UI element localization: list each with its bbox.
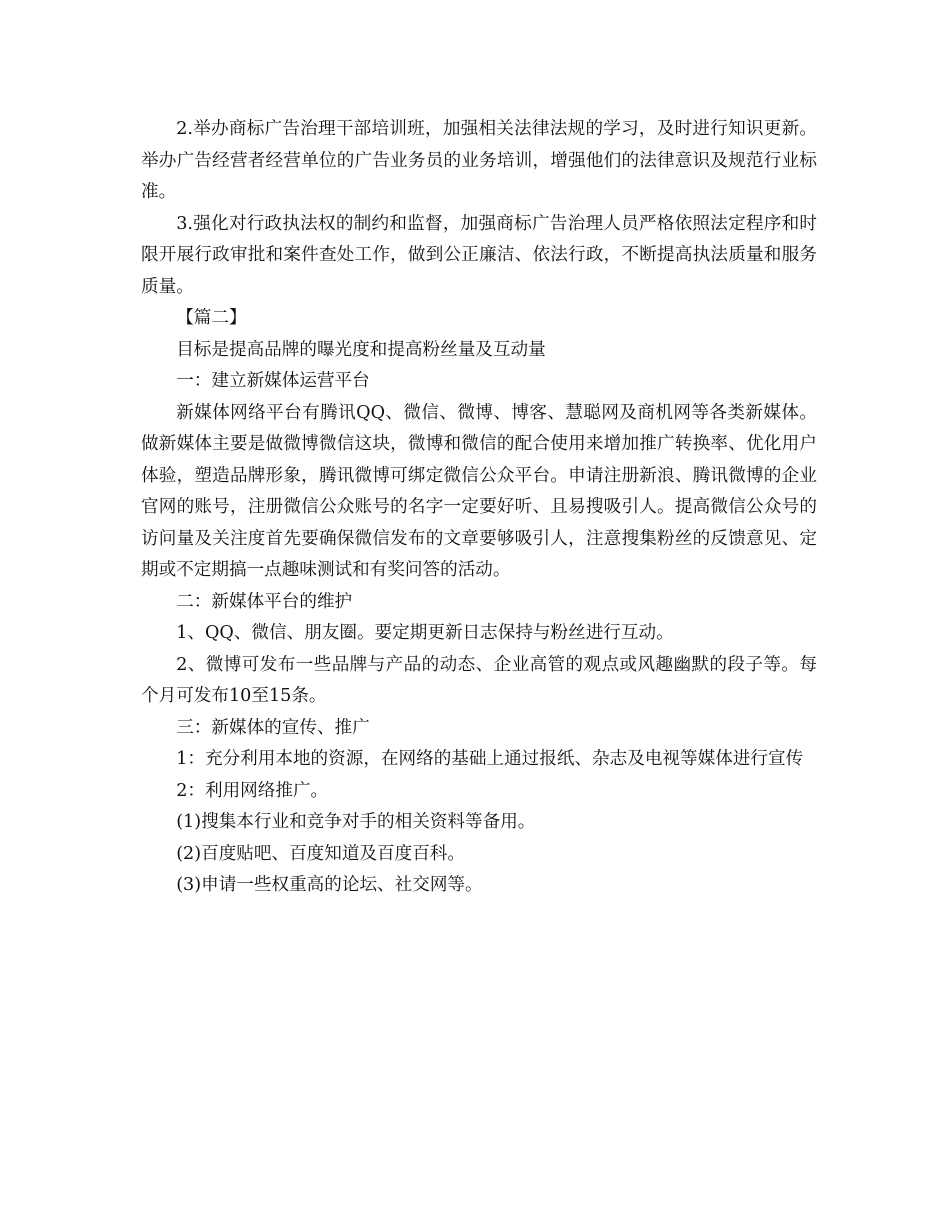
section-one-body: 新媒体网络平台有腾讯QQ、微信、微博、博客、慧聪网及商机网等各类新媒体。做新媒体主要是做微博微信这块，微博和微信的配合使用来增加推广转换率、优化用户体验，塑造品牌形象，腾讯微博可绑定微信公众平台。申请注册新浪、腾讯微博的企业官网的账号，注册微信公众账号的名字一定要好听、且易搜吸引人。提高微信公众号的访问量及关注度首先要确保微信发布的文章要够吸引人，注意搜集粉丝的反馈意见、定期或不定期搞一点趣味测试和有奖问答的活动。	[141, 402, 817, 580]
section-three-item-2: 2：利用网络推广。	[176, 780, 329, 801]
sub-item-3: (3)申请一些权重高的论坛、社交网等。	[176, 875, 483, 895]
section-two-heading: 二：新媒体平台的维护	[176, 591, 353, 612]
section-three-item-1: 1：充分利用本地的资源，在网络的基础上通过报纸、杂志及电视等媒体进行宣传	[176, 749, 804, 769]
section-two-item-2: 2、微博可发布一些品牌与产品的动态、企业高管的观点或风趣幽默的段子等。每个月可发布10至15条。	[141, 654, 817, 706]
section-two-item-1: 1、QQ、微信、朋友圈。要定期更新日志保持与粉丝进行互动。	[176, 623, 674, 643]
section-three-heading: 三：新媒体的宣传、推广	[176, 717, 370, 738]
paragraph-item-3: 3.强化对行政执法权的制约和监督，加强商标广告治理人员严格依照法定程序和时限开展行政审批和案件查处工作，做到公正廉洁、依法行政，不断提高执法质量和服务质量。	[141, 213, 817, 297]
paragraph-item-2: 2.举办商标广告治理干部培训班，加强相关法律法规的学习，及时进行知识更新。举办广告经营者经营单位的广告业务员的业务培训，增强他们的法律意识及规范行业标准。	[141, 119, 817, 202]
section-heading-part-two: 【篇二】	[176, 308, 247, 328]
sub-item-1: (1)搜集本行业和竞争对手的相关资料等备用。	[176, 812, 536, 832]
sub-item-2: (2)百度贴吧、百度知道及百度百科。	[176, 843, 466, 864]
document-body	[141, 114, 817, 902]
section-one-heading: 一：建立新媒体运营平台	[176, 371, 370, 391]
goal-statement: 目标是提高品牌的曝光度和提高粉丝量及互动量	[176, 339, 546, 360]
